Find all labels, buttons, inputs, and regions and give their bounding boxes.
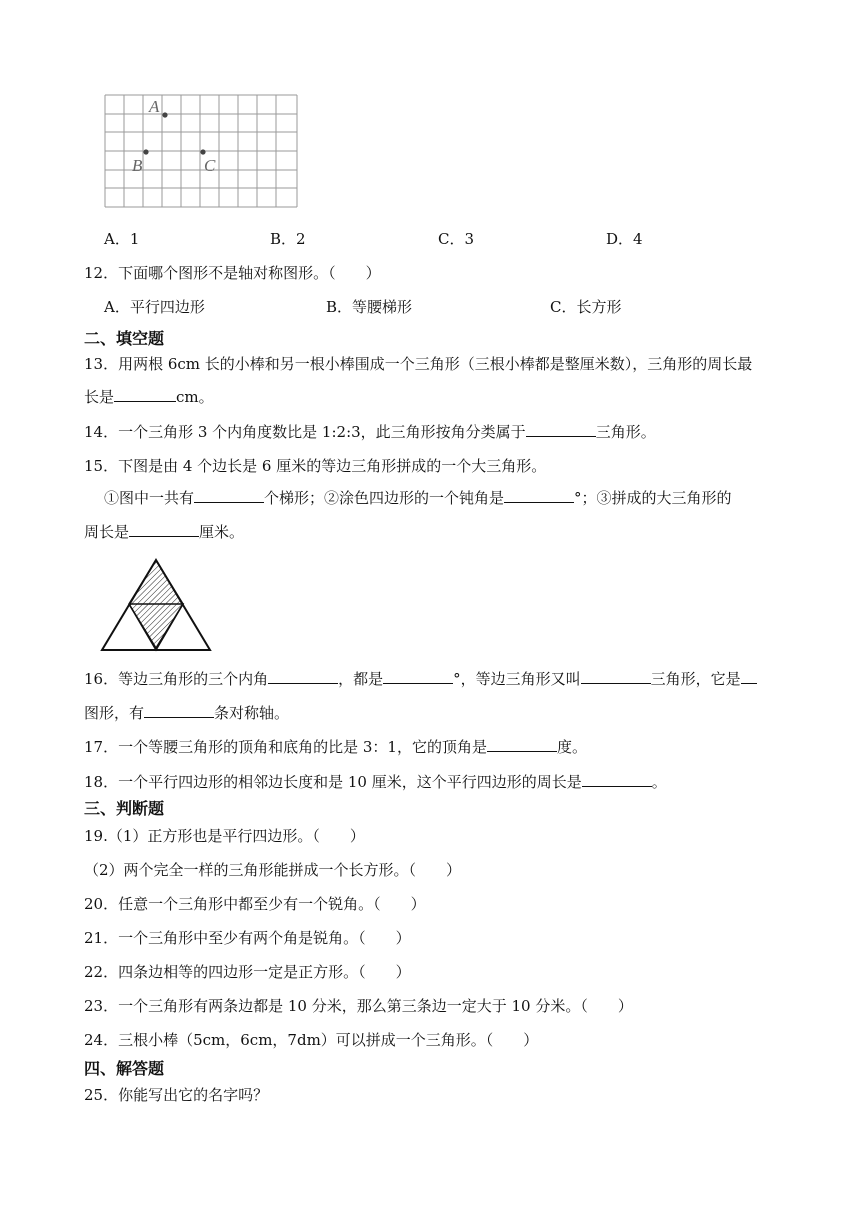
section-heading-fill-in: 二、填空题	[84, 329, 165, 348]
q15-line3	[84, 521, 244, 542]
q16-blank-2[interactable]	[383, 669, 453, 684]
q15-text-b: 个梯形；②涂色四边形的一个钝角是	[264, 489, 505, 507]
q19-part1: 19.（1）正方形也是平行四边形。（ ）	[84, 827, 365, 845]
q15-text-e: 厘米。	[199, 523, 245, 541]
q16-line1	[84, 668, 757, 689]
q14-blank[interactable]	[526, 422, 596, 437]
q20: 20．任意一个三角形中都至少有一个锐角。（ ）	[84, 895, 426, 913]
dot-grid-figure	[104, 94, 298, 208]
label-b: B	[132, 156, 143, 175]
q23: 23．一个三角形有两条边都是 10 分米，那么第三条边一定大于 10 分米。（ ）	[84, 997, 633, 1015]
q15-blank-3[interactable]	[129, 522, 199, 537]
q18-blank[interactable]	[582, 772, 652, 787]
q12-option-c[interactable]: C．长方形	[550, 298, 622, 316]
q17	[84, 736, 587, 757]
point-a	[162, 112, 167, 117]
q13-text-a: 长是	[84, 388, 115, 406]
label-c: C	[204, 156, 216, 175]
q18	[84, 771, 667, 792]
q16-blank-5[interactable]	[144, 703, 214, 718]
q22: 22．四条边相等的四边形一定是正方形。（ ）	[84, 963, 411, 981]
q18-text-a: 18．一个平行四边形的相邻边长度和是 10 厘米，这个平行四边形的周长是	[84, 773, 582, 791]
section-heading-answer: 四、解答题	[84, 1059, 165, 1078]
q19-part2: （2）两个完全一样的三角形能拼成一个长方形。（ ）	[84, 861, 462, 879]
q16-text-b: ，都是	[338, 670, 384, 688]
q14-text-b: 三角形。	[595, 423, 656, 441]
q12-option-b[interactable]: B．等腰梯形	[326, 298, 413, 316]
q16-text-c: °，等边三角形又叫	[453, 670, 581, 688]
q11-option-b[interactable]: B．2	[270, 230, 306, 248]
q15-stem: 15．下图是由 4 个边长是 6 厘米的等边三角形拼成的一个大三角形。	[84, 457, 547, 475]
q16-line2	[84, 702, 289, 723]
q16-blank-4[interactable]	[741, 669, 757, 684]
q18-text-b: 。	[651, 773, 667, 791]
q16-text-a: 16．等边三角形的三个内角	[84, 670, 269, 688]
q16-blank-1[interactable]	[268, 669, 338, 684]
q21: 21．一个三角形中至少有两个角是锐角。（ ）	[84, 929, 411, 947]
q16-text-e: 图形，有	[84, 704, 145, 722]
section-heading-judgement: 三、判断题	[84, 799, 165, 818]
q15-text-c: °；③拼成的大三角形的	[574, 489, 732, 507]
q25: 25．你能写出它的名字吗？	[84, 1086, 269, 1104]
point-c	[200, 149, 205, 154]
point-b	[143, 149, 148, 154]
q24: 24．三根小棒（5cm，6cm，7dm）可以拼成一个三角形。（ ）	[84, 1031, 539, 1049]
q13-line1: 13．用两根 6cm 长的小棒和另一根小棒围成一个三角形（三根小棒都是整厘米数），三角形的周长最	[84, 355, 753, 373]
q17-text-a: 17．一个等腰三角形的顶角和底角的比是 3：1，它的顶角是	[84, 738, 487, 756]
q14	[84, 421, 656, 442]
q16-text-d: 三角形，它是	[650, 670, 741, 688]
q15-blank-2[interactable]	[504, 488, 574, 503]
label-a: A	[149, 97, 160, 116]
q12-stem: 12．下面哪个图形不是轴对称图形。（ ）	[84, 264, 381, 282]
q15-text-a: ①图中一共有	[104, 489, 195, 507]
q12-option-a[interactable]: A．平行四边形	[104, 298, 205, 316]
q15-line2	[104, 487, 732, 508]
q14-text-a: 14．一个三角形 3 个内角度数比是 1:2:3，此三角形按角分类属于	[84, 423, 526, 441]
q13-text-b: cm。	[176, 388, 214, 406]
q17-blank[interactable]	[487, 737, 557, 752]
q16-text-f: 条对称轴。	[214, 704, 290, 722]
q15-blank-1[interactable]	[194, 488, 264, 503]
q13-blank[interactable]	[114, 387, 176, 402]
q15-text-d: 周长是	[84, 523, 130, 541]
q17-text-b: 度。	[556, 738, 587, 756]
q16-blank-3[interactable]	[581, 669, 651, 684]
q11-option-a[interactable]: A．1	[104, 230, 140, 248]
q11-option-c[interactable]: C．3	[438, 230, 475, 248]
q13-line2	[84, 386, 214, 407]
q11-option-d[interactable]: D．4	[606, 230, 643, 248]
triangle-figure	[100, 556, 212, 656]
